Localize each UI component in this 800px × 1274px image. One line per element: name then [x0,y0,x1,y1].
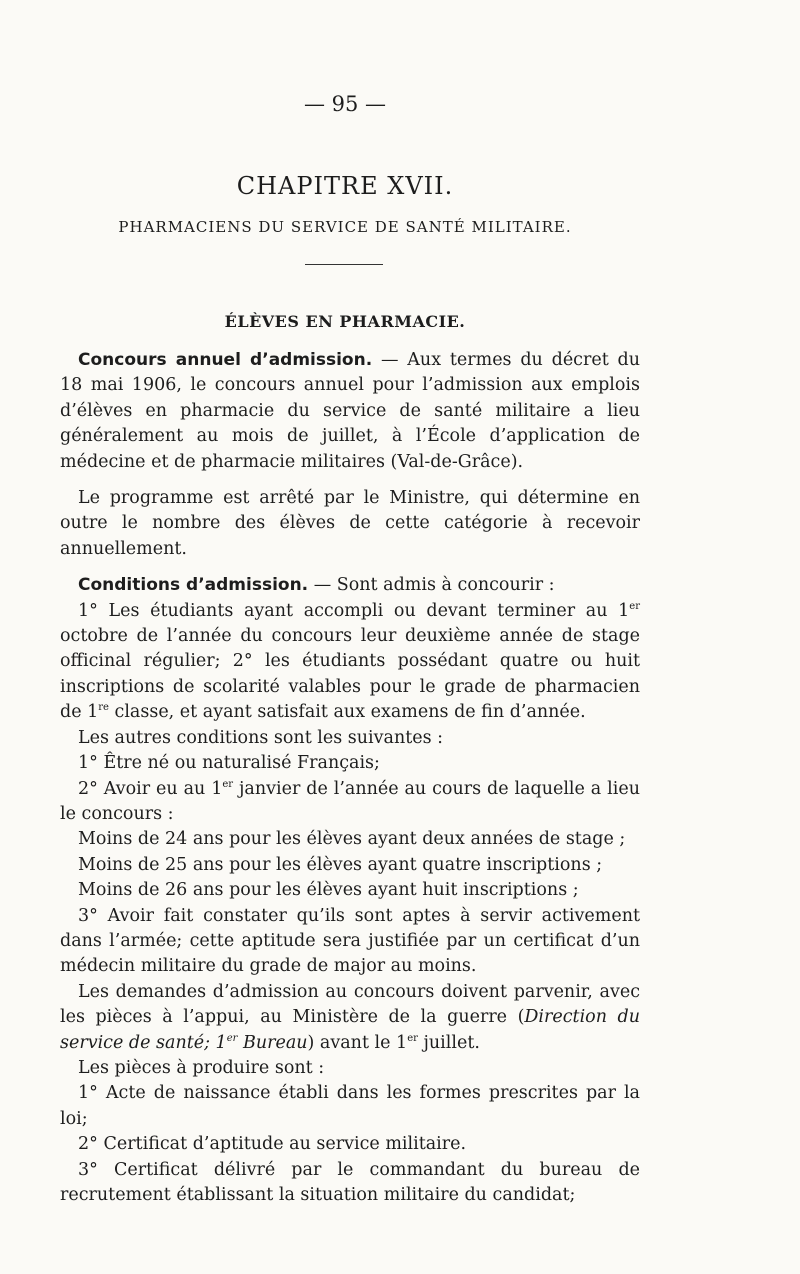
paragraph-programme: Le programme est arrêté par le Ministre, qui détermine en outre le nombre des élèves de cette catégorie à recevoir annuellement. [60,488,640,559]
page-number: — 95 — [303,92,387,116]
etudiants-text-1: 1° Les étudiants ayant accompli ou devant terminer au 1 [78,600,630,621]
age-limit-25: Moins de 25 ans pour les élèves ayant quatre inscriptions ; [78,854,603,875]
piece-2: 2° Certificat d’aptitude au service militaire. [78,1134,467,1155]
age-limit-24: Moins de 24 ans pour les élèves ayant deux années de stage ; [78,829,626,850]
condition-2 [60,777,640,828]
paragraph-demandes [60,980,640,1056]
age-limit-26: Moins de 26 ans pour les élèves ayant huit inscriptions ; [78,880,579,901]
section-divider [305,264,383,265]
concours-text: — Aux termes du décret du 18 mai 1906, le concours annuel pour l’admission aux emplois d’élèves en pharmacie du service de santé militaire a lieu généralement au mois de juillet, à l’École d’application de médecine et de pharmacie militaires (Val-de-Grâce). [60,350,640,472]
conditions-heading: Conditions d’admission. [78,575,309,596]
pieces-intro: Les pièces à produire sont : [78,1057,325,1078]
demandes-text-3: juillet. [417,1032,480,1053]
demandes-italic-text-2: Bureau [237,1032,308,1053]
concours-heading: Concours annuel d’admission. [78,350,373,370]
condition-1: 1° Être né ou naturalisé Français; [78,753,380,774]
superscript: er [629,600,640,612]
chapter-title: CHAPITRE XVII. [236,172,454,200]
condition-2-text-2: janvier de l’année au cours de laquelle a lieu le concours : [60,778,640,824]
demandes-text-2: ) avant le 1 [307,1032,408,1053]
paragraph-etudiants [60,599,640,726]
demandes-text-1: Les demandes d’admission au concours doivent parvenir, avec les pièces à l’appui, au Ministère de la guerre ( [60,981,640,1028]
etudiants-text-3: classe, et ayant satisfait aux examens de fin d’année. [108,702,586,723]
section-title: ÉLÈVES EN PHARMACIE. [224,312,466,331]
demandes-italic-text-1: Direction du service de santé; 1 [60,1007,640,1053]
piece-1: 1° Acte de naissance établi dans les formes prescrites par la loi; [60,1083,640,1129]
paragraph-concours [60,348,640,475]
chapter-subtitle: PHARMACIENS DU SERVICE DE SANTÉ MILITAIRE. [118,218,572,236]
conditions-text: — Sont admis à concourir : [308,575,555,596]
superscript: er [222,778,234,790]
superscript: er [226,1032,238,1044]
condition-3: 3° Avoir fait constater qu’ils sont aptes à servir activement dans l’armée; cette aptitude sera justifiée par un certificat d’un médecin militaire du grade de major au moins. [60,905,640,977]
superscript: er [407,1032,418,1044]
piece-3: 3° Certificat délivré par le commandant du bureau de recrutement établissant la situation militaire du candidat; [60,1159,640,1205]
body-text [60,348,640,1208]
superscript: re [98,702,109,714]
etudiants-text-2: octobre de l’année du concours leur deuxième année de stage officinal régulier; 2° les étudiants possédant quatre ou huit inscriptions de scolarité valables pour le grade de pharmacien de 1 [60,626,640,723]
paragraph-autres-conditions: Les autres conditions sont les suivantes : [78,727,444,748]
paragraph-conditions [60,573,640,598]
condition-2-text-1: 2° Avoir eu au 1 [78,778,223,799]
